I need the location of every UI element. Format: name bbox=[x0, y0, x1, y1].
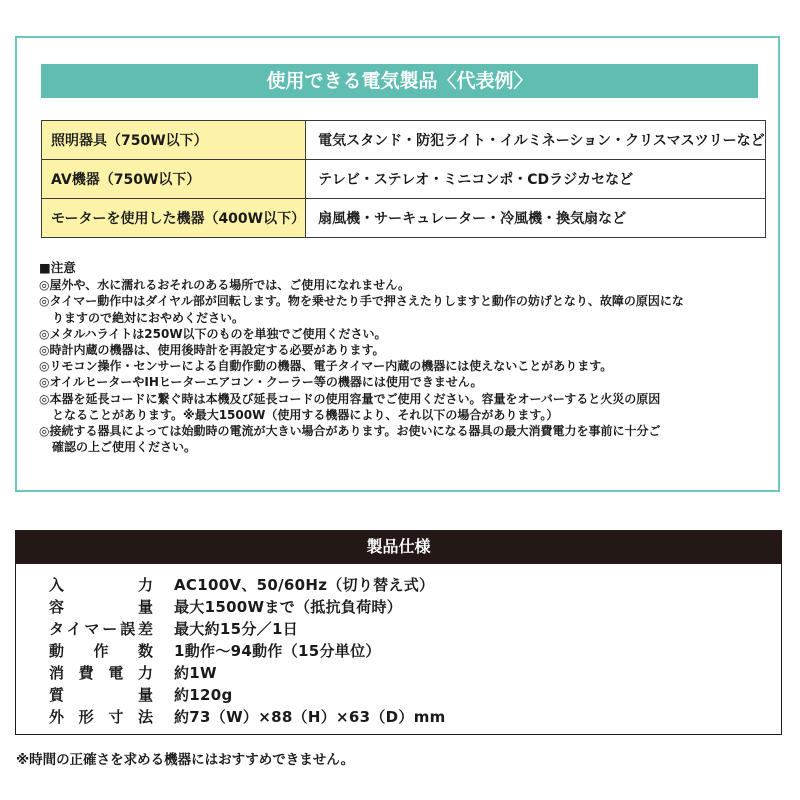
category-cell: 照明器具（750W以下） bbox=[42, 121, 306, 160]
spec-value: 約120g bbox=[174, 686, 233, 704]
spec-value: 1動作〜94動作（15分単位） bbox=[174, 642, 381, 660]
table-row bbox=[42, 121, 766, 160]
spec-title: 製品仕様 bbox=[15, 530, 782, 564]
spec-row bbox=[49, 596, 403, 618]
spec-value: AC100V、50/60Hz（切り替え式） bbox=[174, 576, 435, 594]
spec-label: タイマー誤差 bbox=[49, 620, 153, 638]
spec-label: 消費電力 bbox=[49, 664, 153, 682]
caution-heading: ■注意 bbox=[39, 260, 76, 275]
examples-cell: 電気スタンド・防犯ライト・イルミネーション・クリスマスツリーなど bbox=[306, 121, 765, 160]
spec-value: 最大約15分／1日 bbox=[174, 620, 299, 638]
spec-row bbox=[49, 574, 435, 596]
table-row bbox=[42, 160, 766, 199]
category-cell: AV機器（750W以下） bbox=[42, 160, 306, 199]
spec-label: 動作数 bbox=[49, 642, 153, 660]
note-line: ◎屋外や、水に濡れるおそれのある場所では、ご使用になれません。 bbox=[39, 278, 410, 293]
spec-value: 約73（W）×88（H）×63（D）mm bbox=[174, 708, 446, 726]
category-cell: モーターを使用した機器（400W以下） bbox=[42, 199, 306, 238]
note-line: ◎本器を延長コードに繋ぐ時は本機及び延長コードの使用容量でご使用ください。容量をオーバーすると火災の原因 bbox=[39, 391, 661, 406]
examples-cell: 扇風機・サーキュレーター・冷風機・換気扇など bbox=[306, 199, 765, 238]
spec-label: 外形寸法 bbox=[49, 708, 153, 726]
table-row bbox=[42, 199, 766, 238]
note-line: ◎メタルハライトは250W以下のものを単独でご使用ください。 bbox=[39, 326, 387, 341]
note-line: りますので絶対におやめください。 bbox=[52, 310, 245, 325]
note-line: となることがあります。※最大1500W（使用する機器により、それ以下の場合があります。） bbox=[52, 407, 559, 422]
products-table bbox=[41, 120, 766, 238]
spec-label: 容量 bbox=[49, 598, 153, 616]
spec-label: 入力 bbox=[49, 576, 153, 594]
spec-row bbox=[49, 662, 217, 684]
spec-row bbox=[49, 640, 381, 662]
note-line: 確認の上ご使用ください。 bbox=[52, 440, 197, 455]
spec-value: 最大1500Wまで（抵抗負荷時） bbox=[174, 598, 403, 616]
usage-card bbox=[15, 36, 780, 492]
spec-row bbox=[49, 618, 299, 640]
spec-label: 質量 bbox=[49, 686, 153, 704]
note-line: ◎接続する器具によっては始動時の電流が大きい場合があります。お使いになる器具の最大消費電力を事前に十分ご bbox=[39, 424, 661, 439]
spec-value: 約1W bbox=[174, 664, 217, 682]
note-line: ◎リモコン操作・センサーによる自動作動の機器、電子タイマー内蔵の機器には使えないことがあります。 bbox=[39, 359, 613, 374]
caution-notes bbox=[39, 260, 761, 455]
usage-title: 使用できる電気製品〈代表例〉 bbox=[41, 64, 758, 98]
spec-row bbox=[49, 706, 446, 728]
note-line: ◎オイルヒーターやIHヒーターエアコン・クーラー等の機器には使用できません。 bbox=[39, 375, 483, 390]
examples-cell: テレビ・ステレオ・ミニコンポ・CDラジカセなど bbox=[306, 160, 765, 199]
note-line: ◎時計内蔵の機器は、使用後時計を再設定する必要があります。 bbox=[39, 343, 385, 358]
spec-row bbox=[49, 684, 233, 706]
spec-box bbox=[15, 564, 782, 735]
note-line: ◎タイマー動作中はダイヤル部が回転します。物を乗せたり手で押さえたりしますと動作の妨げとなり、故障の原因にな bbox=[39, 294, 684, 309]
footnote: ※時間の正確さを求める機器にはおすすめできません。 bbox=[16, 752, 355, 768]
